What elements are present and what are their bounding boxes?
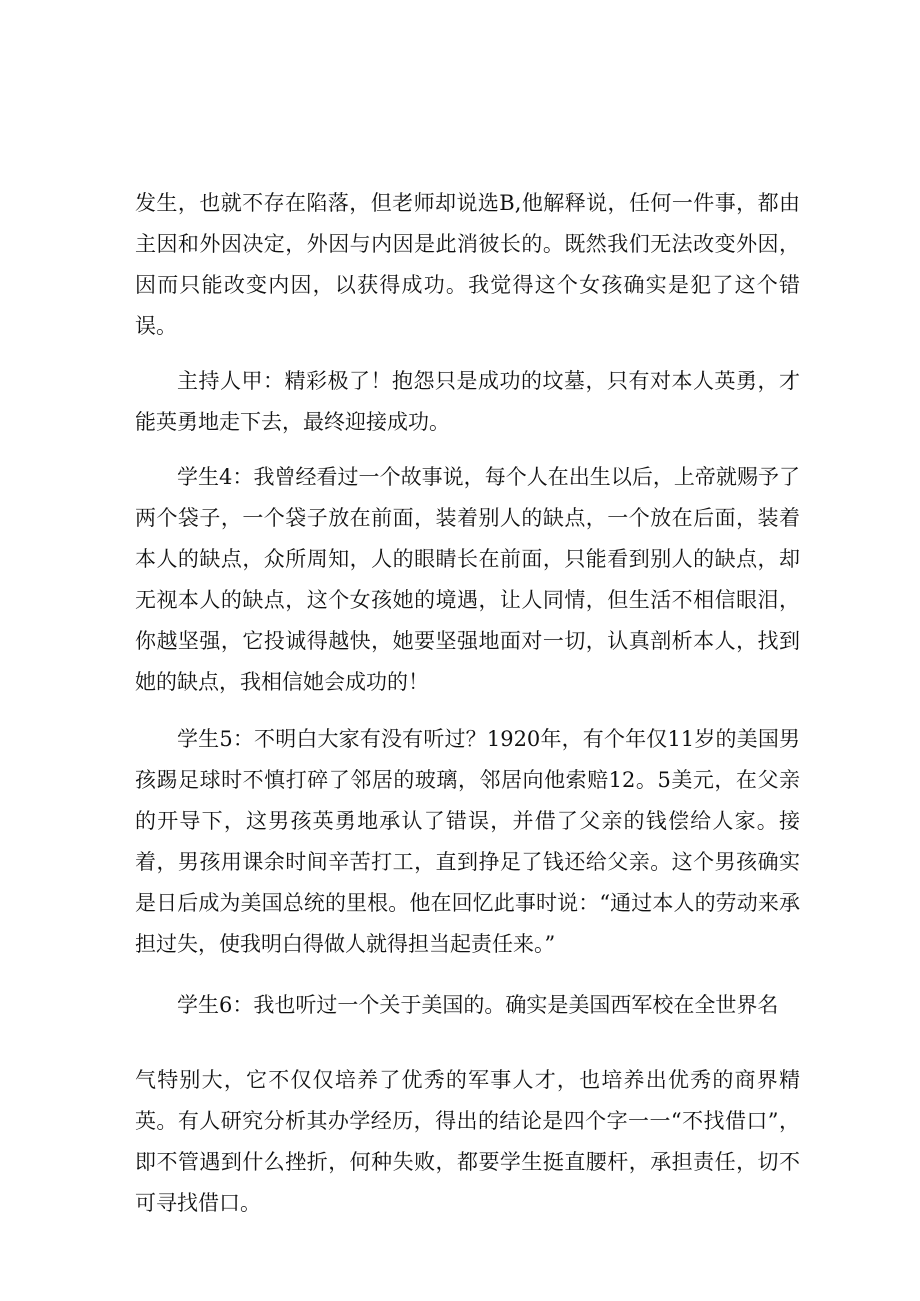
- paragraph-continuation: 发生，也就不存在陷落，但老师却说选B,他解释说，任何一件事，都由主因和外因决定，外因与内因是此消彼长的。既然我们无法改变外因，因而只能改变内因，以获得成功。我觉得这个女孩确实是犯了这个错误。: [135, 191, 800, 338]
- paragraph-student-4: 学生4：我曾经看过一个故事说，每个人在出生以后，上帝就赐予了两个袋子，一个袋子放在前面，装着别人的缺点，一个放在后面，装着本人的缺点，众所周知，人的眼睛长在前面，只能看到别人的缺点，却无视本人的缺点，这个女孩她的境遇，让人同情，但生活不相信眼泪，你越坚强，它投诚得越快，她要坚强地面对一切，认真剖析本人，找到她的缺点，我相信她会成功的！: [135, 465, 800, 694]
- paragraph-student-6: 学生6：我也听过一个关于美国的。确实是美国西军校在全世界名: [177, 993, 779, 1017]
- paragraph-student-6-continued: 气特别大，它不仅仅培养了优秀的军事人才，也培养出优秀的商界精英。有人研究分析其办学经历，得出的结论是四个字一一“不找借口”，即不管遇到什么挫折，何种失败，都要学生挺直腰杆，承担责任，切不可寻找借口。: [135, 1068, 800, 1215]
- paragraph-host-a: 主持人甲：精彩极了！抱怨只是成功的坟墓，只有对本人英勇，才能英勇地走下去，最终迎接成功。: [135, 369, 800, 434]
- paragraph-student-5: 学生5：不明白大家有没有听过？1920年，有个年仅11岁的美国男孩踢足球时不慎打碎了邻居的玻璃，邻居向他索赔12。5美元，在父亲的开导下，这男孩英勇地承认了错误，并借了父亲的钱偿给人家。接着，男孩用课余时间辛苦打工，直到挣足了钱还给父亲。这个男孩确实是日后成为美国总统的里根。他在回忆此事时说：“通过本人的劳动来承担过失，使我明白得做人就得担当起责任来。”: [135, 727, 800, 956]
- document-body: [135, 183, 800, 1224]
